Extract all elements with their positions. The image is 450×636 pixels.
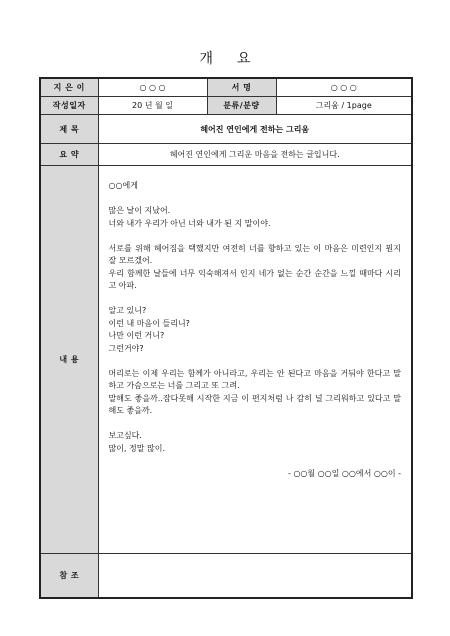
letter-line: 많이, 정말 많이. [108,443,166,453]
date-row [40,97,412,115]
reference-value[interactable] [98,554,412,599]
letter-line: 알고 있니? [108,306,147,315]
letter-greeting: ○○에게 [108,181,138,190]
letter-signature: - ○○월 ○○일 ○○에서 ○○이 - [288,468,401,478]
letter-line: 머리로는 이제 우리는 함께가 아니라고, 우리는 안 된다고 마음을 거둬야 한다고 말하고 가슴으로는 너를 그리고 또 그려. [108,368,401,390]
summary-label: 요 약 [40,144,98,166]
letter-line: 많은 날이 지났어. [108,206,171,215]
subject-label: 제 목 [40,115,98,144]
letter-line: 보고싶다. [108,431,142,440]
category-value[interactable]: 그리움 / 1page [276,97,412,115]
letter-line: 너와 내가 우리가 아닌 너와 내가 된 지 말이야. [108,218,271,228]
signature-label: 서 명 [207,78,276,97]
subject-row [40,115,412,144]
date-value[interactable]: 20 년 월 일 [98,97,207,115]
title-first-char: 개 [199,51,213,67]
date-label: 작성일자 [40,97,98,115]
document-title [0,48,450,68]
author-value[interactable]: ○ ○ ○ [98,78,207,97]
author-label: 지 은 이 [40,78,98,97]
reference-row [40,554,412,599]
content-label: 내 용 [40,166,98,554]
reference-label: 참 조 [40,554,98,599]
letter-content[interactable] [98,166,412,554]
letter-line: 이런 내 마음이 들리니? [108,318,190,328]
author-row [40,78,412,97]
title-second-char: 요 [237,51,251,67]
letter-line: 서로를 위해 헤어짐을 택했지만 여전히 너를 향하고 있는 이 마음은 미련인지 뭔지 잘 모르겠어. [108,243,401,265]
letter-line: 말해도 좋을까..잠다못해 시작한 지금 이 편지처럼 나 감히 널 그리워하고 있다고 말해도 좋을까. [108,393,401,415]
signature-value[interactable]: ○ ○ ○ [276,78,412,97]
category-label: 분류/분량 [207,97,276,115]
summary-row [40,144,412,166]
letter-line: 우리 함께한 날들에 너무 익숙해져서 인지 네가 없는 순간 순간을 느낄 때마다 시리고 아파. [108,268,401,290]
letter-line: 나만 이런 거니? [108,331,165,340]
content-row [40,166,412,554]
letter-line: 그런거야? [108,343,144,353]
summary-value[interactable]: 헤어진 연인에게 그리운 마음을 전하는 글입니다. [98,144,412,166]
subject-value[interactable]: 헤어진 연인에게 전하는 그리움 [98,115,412,144]
overview-form-table [39,77,413,599]
